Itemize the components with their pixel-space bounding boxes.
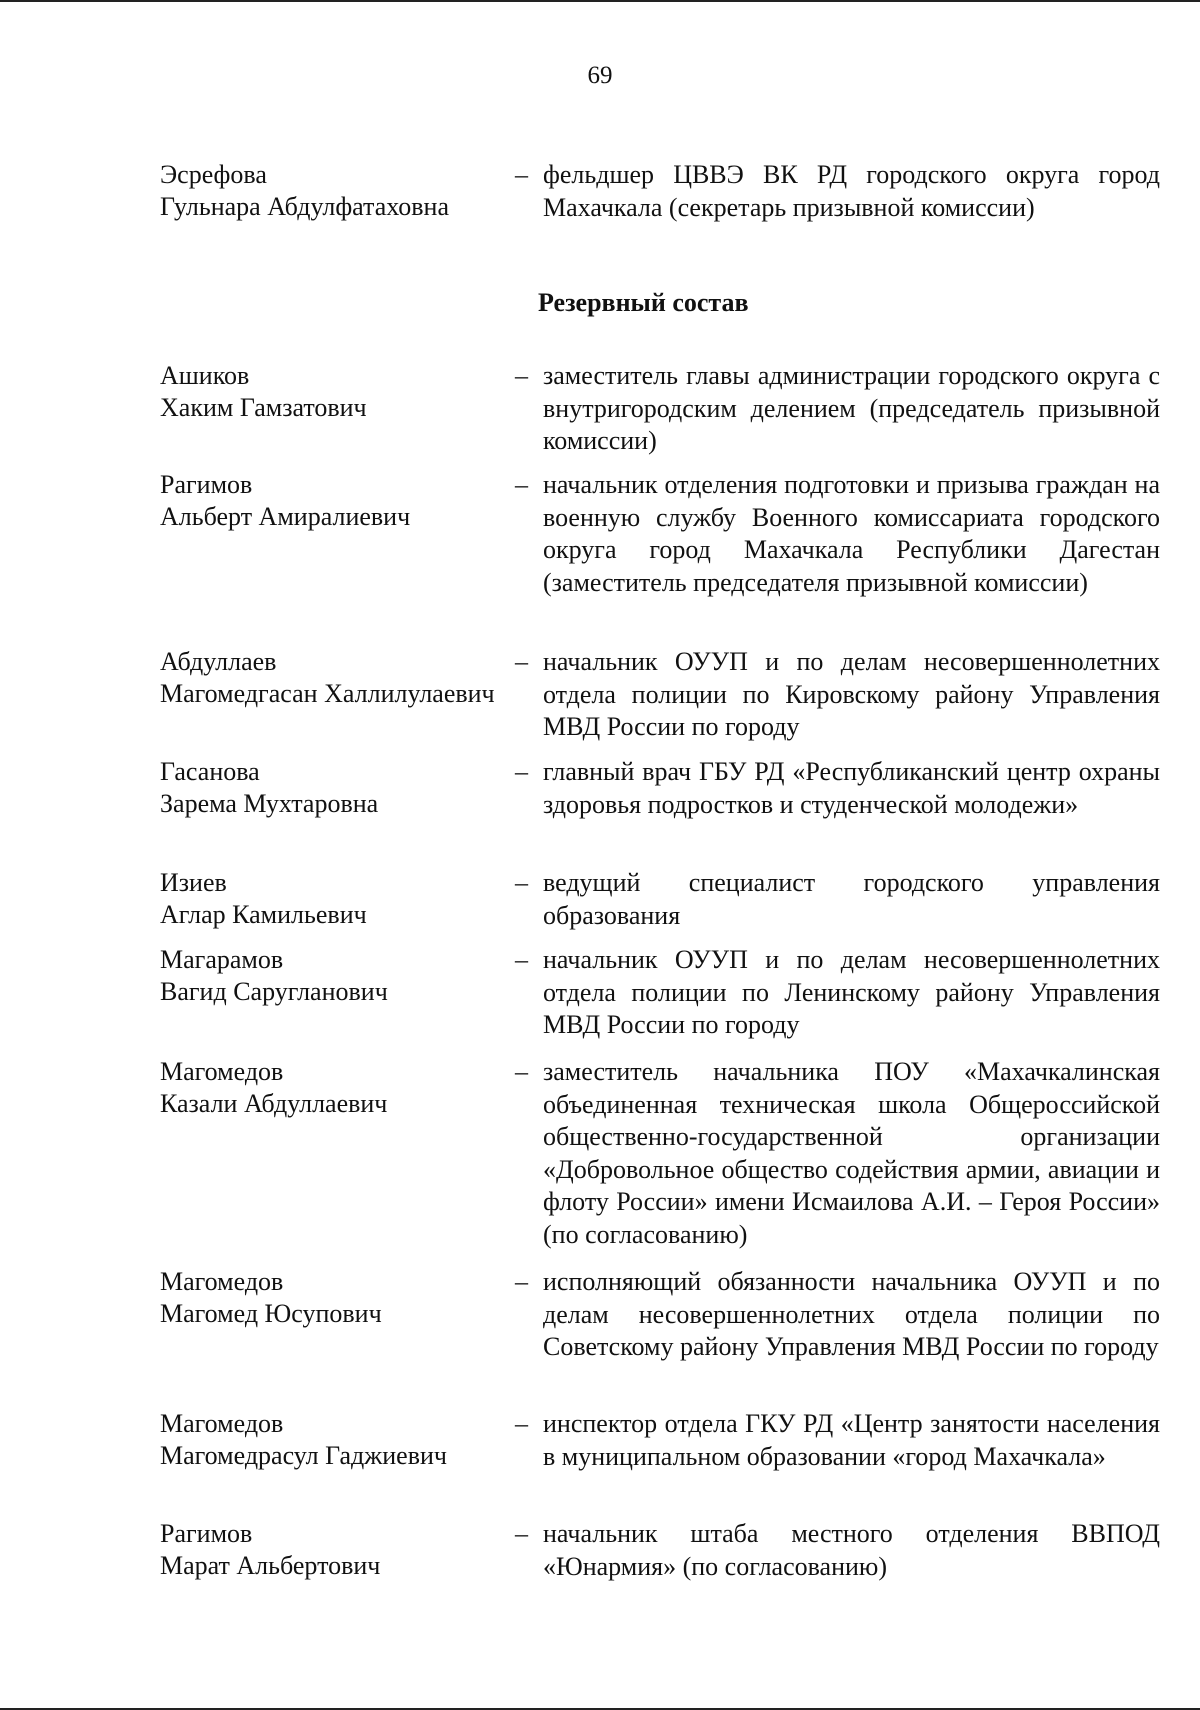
member-given-name: Хаким Гамзатович bbox=[160, 393, 367, 422]
member-position bbox=[515, 1056, 1160, 1251]
member-given-name: Магомедгасан Халлилулаевич bbox=[160, 679, 495, 708]
member-position-text: заместитель главы администрации городского округа с внутригородским делением (председатель призывной комиссии) bbox=[543, 361, 1160, 455]
member-surname: Магомедов bbox=[160, 1267, 284, 1296]
member-position bbox=[515, 469, 1160, 599]
commission-entry bbox=[160, 1056, 1160, 1251]
member-position-text: начальник ОУУП и по делам несовершеннолетних отдела полиции по Ленинскому району Управления МВД России по городу bbox=[543, 945, 1160, 1039]
member-given-name: Марат Альбертович bbox=[160, 1551, 381, 1580]
dash-marker: – bbox=[515, 1267, 528, 1296]
commission-entry bbox=[160, 944, 1160, 1042]
commission-entry bbox=[160, 360, 1160, 458]
member-surname: Магомедов bbox=[160, 1409, 284, 1438]
member-surname: Изиев bbox=[160, 868, 227, 897]
commission-entry bbox=[160, 756, 1160, 821]
member-given-name: Магомедрасул Гаджиевич bbox=[160, 1441, 447, 1470]
member-surname: Рагимов bbox=[160, 470, 253, 499]
member-given-name: Гульнара Абдулфатаховна bbox=[160, 192, 449, 221]
member-surname: Абдуллаев bbox=[160, 647, 277, 676]
member-name bbox=[160, 1056, 515, 1120]
dash-marker: – bbox=[515, 868, 528, 897]
member-position bbox=[515, 646, 1160, 744]
commission-entry bbox=[160, 867, 1160, 932]
member-position bbox=[515, 944, 1160, 1042]
member-position bbox=[515, 1408, 1160, 1473]
member-surname: Ашиков bbox=[160, 361, 250, 390]
member-surname: Магарамов bbox=[160, 945, 284, 974]
member-position-text: начальник штаба местного отделения ВВПОД «Юнармия» (по согласованию) bbox=[543, 1519, 1160, 1581]
member-position bbox=[515, 1266, 1160, 1364]
member-position bbox=[515, 159, 1160, 224]
dash-marker: – bbox=[515, 1409, 528, 1438]
commission-entry bbox=[160, 1266, 1160, 1364]
member-position-text: главный врач ГБУ РД «Республиканский центр охраны здоровья подростков и студенческой молодежи» bbox=[543, 757, 1160, 819]
member-position bbox=[515, 1518, 1160, 1583]
dash-marker: – bbox=[515, 160, 528, 189]
member-given-name: Альберт Амиралиевич bbox=[160, 502, 411, 531]
page-number: 69 bbox=[587, 62, 613, 89]
member-name bbox=[160, 1518, 515, 1582]
member-position-text: начальник отделения подготовки и призыва граждан на военную службу Военного комиссариата городского округа город Махачкала Республики Дагестан (заместитель председателя призывной комиссии) bbox=[543, 470, 1160, 597]
member-position-text: начальник ОУУП и по делам несовершеннолетних отдела полиции по Кировскому району Управления МВД России по городу bbox=[543, 647, 1160, 741]
section-heading: Резервный состав bbox=[538, 288, 749, 317]
member-surname: Магомедов bbox=[160, 1057, 284, 1086]
member-name bbox=[160, 1266, 515, 1330]
member-name bbox=[160, 159, 515, 223]
member-position-text: заместитель начальника ПОУ «Махачкалинская объединенная техническая школа Общероссийской общественно-государственной организации «Добровольное общество содействия армии, авиации и флоту России» имени Исмаилова А.И. – Героя России» (по согласованию) bbox=[543, 1057, 1160, 1249]
dash-marker: – bbox=[515, 361, 528, 390]
member-position bbox=[515, 360, 1160, 458]
member-position bbox=[515, 867, 1160, 932]
dash-marker: – bbox=[515, 1057, 528, 1086]
member-surname: Эсрефова bbox=[160, 160, 267, 189]
commission-entry bbox=[160, 1408, 1160, 1473]
member-given-name: Казали Абдуллаевич bbox=[160, 1089, 388, 1118]
member-given-name: Аглар Камильевич bbox=[160, 900, 367, 929]
member-surname: Гасанова bbox=[160, 757, 260, 786]
member-name bbox=[160, 469, 515, 533]
commission-entry bbox=[160, 1518, 1160, 1583]
dash-marker: – bbox=[515, 757, 528, 786]
member-given-name: Зарема Мухтаровна bbox=[160, 789, 379, 818]
commission-entry bbox=[160, 469, 1160, 599]
member-position-text: ведущий специалист городского управления образования bbox=[543, 868, 1160, 930]
member-position-text: фельдшер ЦВВЭ ВК РД городского округа город Махачкала (секретарь призывной комиссии) bbox=[543, 160, 1160, 222]
commission-entry bbox=[160, 646, 1160, 744]
member-name bbox=[160, 756, 515, 820]
dash-marker: – bbox=[515, 945, 528, 974]
commission-entry-top bbox=[160, 159, 1160, 224]
member-name bbox=[160, 360, 515, 424]
dash-marker: – bbox=[515, 1519, 528, 1548]
member-position bbox=[515, 756, 1160, 821]
member-given-name: Вагид Саругланович bbox=[160, 977, 388, 1006]
member-surname: Рагимов bbox=[160, 1519, 253, 1548]
member-name bbox=[160, 1408, 515, 1472]
member-name bbox=[160, 944, 515, 1008]
member-name bbox=[160, 646, 515, 710]
dash-marker: – bbox=[515, 647, 528, 676]
dash-marker: – bbox=[515, 470, 528, 499]
member-position-text: исполняющий обязанности начальника ОУУП и по делам несовершеннолетних отдела полиции по Советскому району Управления МВД России по городу bbox=[543, 1267, 1160, 1361]
member-given-name: Магомед Юсупович bbox=[160, 1299, 382, 1328]
scan-edge-top bbox=[0, 0, 1200, 2]
member-position-text: инспектор отдела ГКУ РД «Центр занятости населения в муниципальном образовании «город Махачкала» bbox=[543, 1409, 1160, 1471]
member-name bbox=[160, 867, 515, 931]
